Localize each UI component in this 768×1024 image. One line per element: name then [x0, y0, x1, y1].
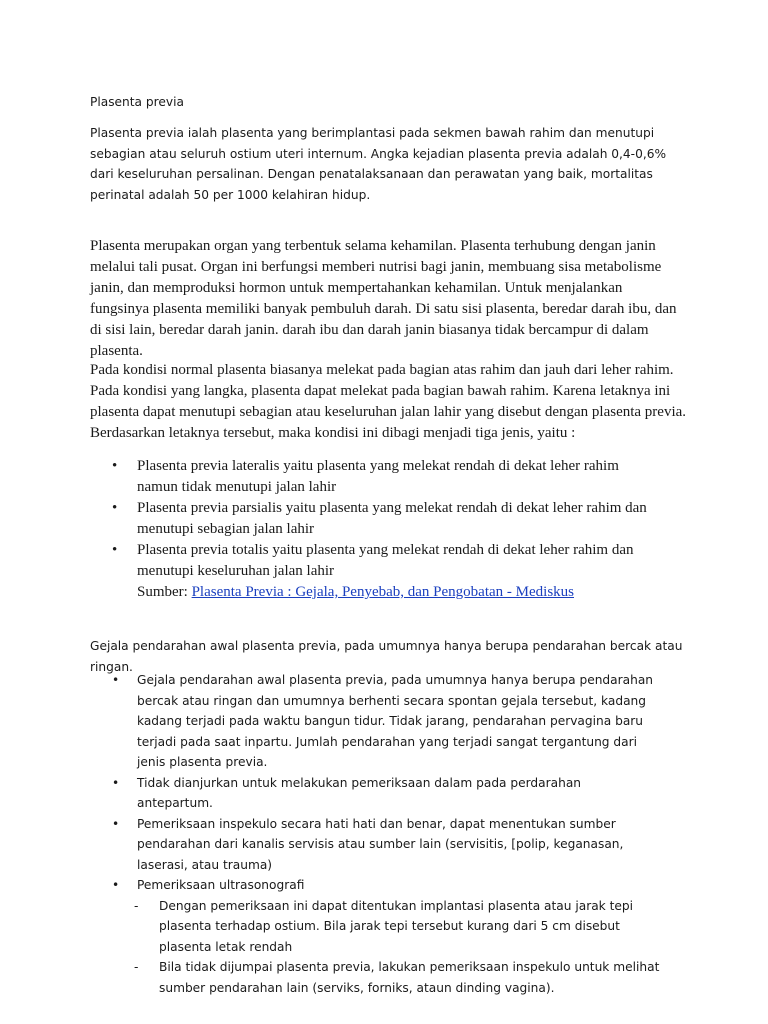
list-item-text: Tidak dianjurkan untuk melakukan pemeriksaan dalam pada perdarahan antepartum. [137, 775, 582, 810]
bullet-icon: • [112, 542, 118, 558]
intro-paragraph: Plasenta previa ialah plasenta yang berimplantasi pada sekmen bawah rahim dan menutupi sebagian atau seluruh ostium uteri internum. Angka kejadian plasenta previa adalah 0,4-0,6% dari keseluruhan persalinan. Dengan penatalaksanaan dan perawatan yang baik, mortalitas perinatal adalah 50 per 1000 kelahiran hidup. [90, 126, 667, 202]
source-line [90, 582, 650, 603]
list-item [90, 773, 660, 814]
sub-list-item [134, 957, 660, 998]
document-title: Plasenta previa [90, 95, 184, 109]
list-item-text: Plasenta previa lateralis yaitu plasenta yang melekat rendah di dekat leher rahim namun tidak menutupi jalan lahir [137, 458, 619, 495]
bullet-icon: • [112, 500, 118, 516]
sub-list-item-text: Bila tidak dijumpai plasenta previa, lakukan pemeriksaan inspekulo untuk melihat sumber pendarahan lain (serviks, forniks, ataun dinding vagina). [159, 960, 660, 995]
symptoms-heading: Gejala pendarahan awal plasenta previa, pada umumnya hanya berupa pendarahan bercak atau ringan. [90, 639, 683, 674]
bullet-icon: • [112, 458, 118, 474]
list-item [90, 456, 650, 498]
list-item [90, 670, 660, 773]
list-item [90, 814, 660, 876]
dash-icon: - [134, 960, 139, 974]
bullet-icon: • [112, 878, 120, 892]
previa-types-list [90, 456, 650, 603]
placenta-description-paragraph: Plasenta merupakan organ yang terbentuk selama kehamilan. Plasenta terhubung dengan janin melalui tali pusat. Organ ini berfungsi memberi nutrisi bagi janin, membuang sisa metabolisme janin, dan memproduksi hormon untuk mempertahankan kehamilan. Untuk menjalankan fungsinya plasenta memiliki banyak pembuluh darah. Di satu sisi plasenta, beredar darah ibu, dan di sisi lain, beredar darah janin. darah ibu dan darah janin biasanya tidak bercampur di dalam plasenta. [90, 238, 677, 359]
bullet-icon: • [112, 775, 120, 790]
bullet-icon: • [112, 816, 120, 831]
bullet-icon: • [112, 673, 120, 687]
list-item-text: Pemeriksaan ultrasonografi [137, 878, 305, 892]
list-item-text: Plasenta previa parsialis yaitu plasenta yang melekat rendah di dekat leher rahim dan menutupi sebagian jalan lahir [137, 500, 647, 537]
ultrasound-sub-list [134, 896, 660, 999]
sub-list-item-text: Dengan pemeriksaan ini dapat ditentukan implantasi plasenta atau jarak tepi plasenta terhadap ostium. Bila jarak tepi tersebut kurang dari 5 cm disebut plasenta letak rendah [159, 898, 634, 954]
source-label: Sumber: [137, 584, 188, 600]
list-item [90, 540, 650, 582]
list-item-text: Plasenta previa totalis yaitu plasenta yang melekat rendah di dekat leher rahim dan menutupi keseluruhan jalan lahir [137, 542, 634, 579]
list-item-text: Gejala pendarahan awal plasenta previa, pada umumnya hanya berupa pendarahan bercak atau ringan dan umumnya berhenti secara spontan gejala tersebut, kadang kadang terjadi pada waktu bangun tidur. Tidak jarang, pendarahan pervagina baru terjadi pada saat inpartu. Jumlah pendarahan yang terjadi sangat tergantung dari jenis plasenta previa. [137, 673, 654, 769]
sub-list-item [134, 896, 660, 958]
dash-icon: - [134, 898, 139, 913]
symptoms-list [90, 670, 660, 998]
source-link[interactable]: Plasenta Previa : Gejala, Penyebab, dan Pengobatan - Mediskus [191, 584, 574, 600]
list-item [90, 498, 650, 540]
list-item-text: Pemeriksaan inspekulo secara hati hati dan benar, dapat menentukan sumber pendarahan dari kanalis servisis atau sumber lain (servisitis, [polip, keganasan, laserasi, atau trauma) [137, 816, 624, 872]
list-item [90, 875, 660, 998]
placenta-location-paragraph: Pada kondisi normal plasenta biasanya melekat pada bagian atas rahim dan jauh dari leher rahim. Pada kondisi yang langka, plasenta dapat melekat pada bagian bawah rahim. Karena letaknya ini plasenta dapat menutupi sebagian atau keseluruhan jalan lahir yang disebut dengan plasenta previa. Berdasarkan letaknya tersebut, maka kondisi ini dibagi menjadi tiga jenis, yaitu : [90, 362, 687, 441]
